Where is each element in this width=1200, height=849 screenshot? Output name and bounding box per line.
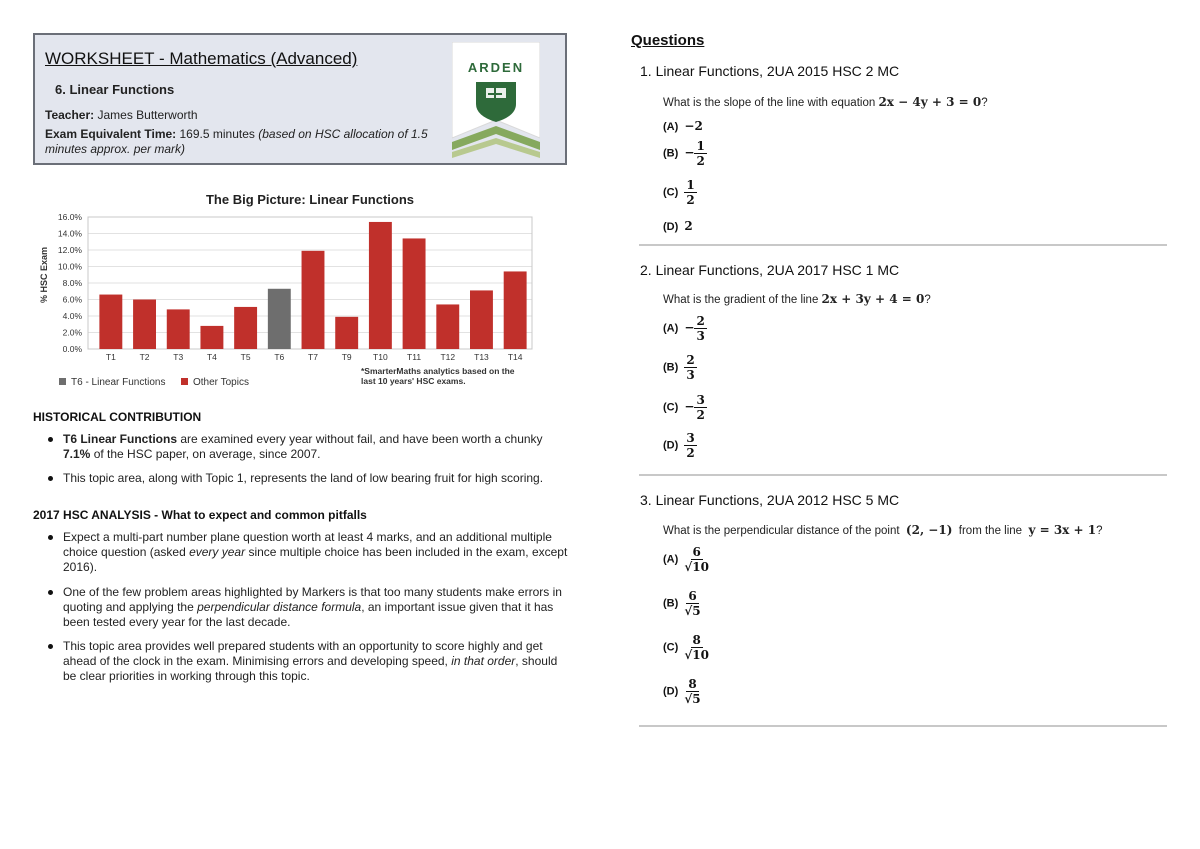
y-tick-label: 6.0%	[62, 294, 82, 305]
q2-option-b[interactable]: (B) $\frac{2}{3}$	[663, 353, 695, 382]
question-2-title: 2. Linear Functions, 2UA 2017 HSC 1 MC	[640, 262, 900, 278]
bar-t9	[335, 317, 358, 349]
question-3-text: What is the perpendicular distance of the point (2, −1) from the line y = 3x + 1?	[663, 523, 1103, 537]
historical-bullet-2: This topic area, along with Topic 1, represents the land of low bearing fruit for high scoring.	[63, 471, 573, 486]
y-tick-label: 16.0%	[57, 212, 82, 222]
q1-option-d[interactable]: (D) 2	[663, 219, 693, 233]
logo-text: ARDEN	[467, 60, 525, 75]
question-3-title: 3. Linear Functions, 2UA 2012 HSC 5 MC	[640, 492, 900, 508]
exam-time-label: Exam Equivalent Time:	[45, 127, 177, 141]
analysis-bullet-1: Expect a multi-part number plane question worth at least 4 marks, and an additional multiple choice question (asked every year since multiple choice has been included in the exam, except 2016).	[63, 530, 573, 575]
q2-option-d[interactable]: (D) $\frac{3}{2}$	[663, 431, 695, 460]
exam-time-line	[45, 127, 445, 157]
x-tick-label: T5	[240, 352, 251, 362]
y-tick-label: 14.0%	[57, 228, 82, 239]
q3-option-b[interactable]: (B) $\frac{6}{√5}$	[663, 589, 701, 618]
separator	[639, 474, 1167, 476]
bar-t12	[436, 304, 459, 349]
analysis-heading: 2017 HSC ANALYSIS - What to expect and common pitfalls	[33, 508, 367, 522]
y-tick-label: 12.0%	[57, 245, 82, 255]
x-tick-label: T2	[139, 352, 150, 362]
bar-t14	[504, 271, 527, 349]
legend-label-t6: T6 - Linear Functions	[71, 377, 166, 388]
exam-time-note: (based on HSC allocation of 1.5 minutes approx. per mark)	[45, 127, 428, 156]
separator	[639, 725, 1167, 727]
teacher-line	[45, 108, 445, 123]
bar-t3	[167, 309, 190, 349]
question-2-text: What is the gradient of the line 2x + 3y + 4 = 0?	[663, 292, 931, 306]
separator	[639, 244, 1167, 246]
y-tick-label: 0.0%	[62, 344, 82, 354]
q3-option-d[interactable]: (D) $\frac{8}{√5}$	[663, 677, 701, 706]
x-tick-label: T14	[507, 352, 523, 362]
bar-t13	[470, 290, 493, 349]
legend-label-other: Other Topics	[193, 377, 249, 388]
x-tick-label: T3	[173, 352, 184, 362]
historical-bullet-1: T6 Linear Functions are examined every year without fail, and have been worth a chunky 7.1% of the HSC paper, on average, since 2007.	[63, 432, 573, 462]
x-tick-label: T6	[274, 352, 285, 362]
teacher-name: James Butterworth	[97, 108, 198, 122]
q3-option-c[interactable]: (C) $\frac{8}{√10}$	[663, 633, 709, 662]
bar-t5	[234, 307, 257, 349]
q2-option-a[interactable]: (A) − $\frac{2}{3}$	[663, 314, 705, 343]
analysis-bullet-2: One of the few problem areas highlighted by Markers is that too many students make errors in quoting and applying the perpendicular distance formula, an important issue given that it has been tested every year for the last decade.	[63, 585, 573, 630]
x-tick-label: T4	[206, 352, 217, 362]
chart-note: *SmarterMaths analytics based on the last 10 years' HSC exams.	[361, 366, 515, 386]
arden-logo	[452, 42, 540, 160]
bar-t2	[133, 300, 156, 350]
chart-title: The Big Picture: Linear Functions	[205, 192, 415, 207]
q2-option-c[interactable]: (C) − $\frac{3}{2}$	[663, 393, 705, 422]
bar-t1	[99, 295, 122, 349]
bar-t10	[369, 222, 392, 349]
y-tick-label: 2.0%	[62, 327, 82, 338]
topic-subtitle: 6. Linear Functions	[55, 82, 175, 97]
bar-t4	[200, 326, 223, 349]
legend-swatch-t6	[59, 378, 66, 385]
chart-ylabel: % HSC Exam	[39, 246, 49, 304]
x-tick-label: T1	[105, 352, 116, 362]
analysis-bullet-3: This topic area provides well prepared students with an opportunity to score highly and get ahead of the clock in the exam. Minimising errors and developing speed, in that order, should be clear priorities in working through this topic.	[63, 639, 573, 684]
x-tick-label: T9	[341, 352, 352, 362]
legend-swatch-other	[181, 378, 188, 385]
big-picture-chart	[33, 185, 553, 390]
x-tick-label: T12	[440, 352, 456, 362]
x-tick-label: T11	[407, 352, 422, 362]
q1-option-c[interactable]: (C) $\frac{1}{2}$	[663, 178, 695, 207]
x-tick-label: T7	[308, 352, 318, 362]
bar-t6	[268, 289, 291, 349]
question-1-title: 1. Linear Functions, 2UA 2015 HSC 2 MC	[640, 63, 900, 79]
x-tick-label: T13	[474, 352, 489, 362]
y-tick-label: 8.0%	[62, 278, 82, 288]
historical-heading: HISTORICAL CONTRIBUTION	[33, 410, 202, 424]
bold-percent: 7.1%	[63, 447, 91, 461]
y-tick-label: 10.0%	[57, 261, 82, 272]
bold-topic: T6 Linear Functions	[63, 432, 178, 446]
question-1-text: What is the slope of the line with equation 2x − 4y + 3 = 0?	[663, 95, 988, 109]
questions-heading: Questions	[631, 32, 705, 49]
teacher-label: Teacher:	[45, 108, 95, 122]
q1-option-a[interactable]: (A) −2	[663, 119, 703, 133]
bar-t7	[302, 251, 325, 349]
y-tick-label: 4.0%	[62, 311, 82, 321]
exam-time-value: 169.5 minutes	[179, 127, 255, 141]
x-tick-label: T10	[373, 352, 388, 362]
q3-option-a[interactable]: (A) $\frac{6}{√10}$	[663, 545, 709, 574]
q1-option-b[interactable]: (B) − $\frac{1}{2}$	[663, 139, 705, 168]
bar-t11	[403, 238, 426, 349]
worksheet-title: WORKSHEET - Mathematics (Advanced)	[45, 49, 358, 68]
